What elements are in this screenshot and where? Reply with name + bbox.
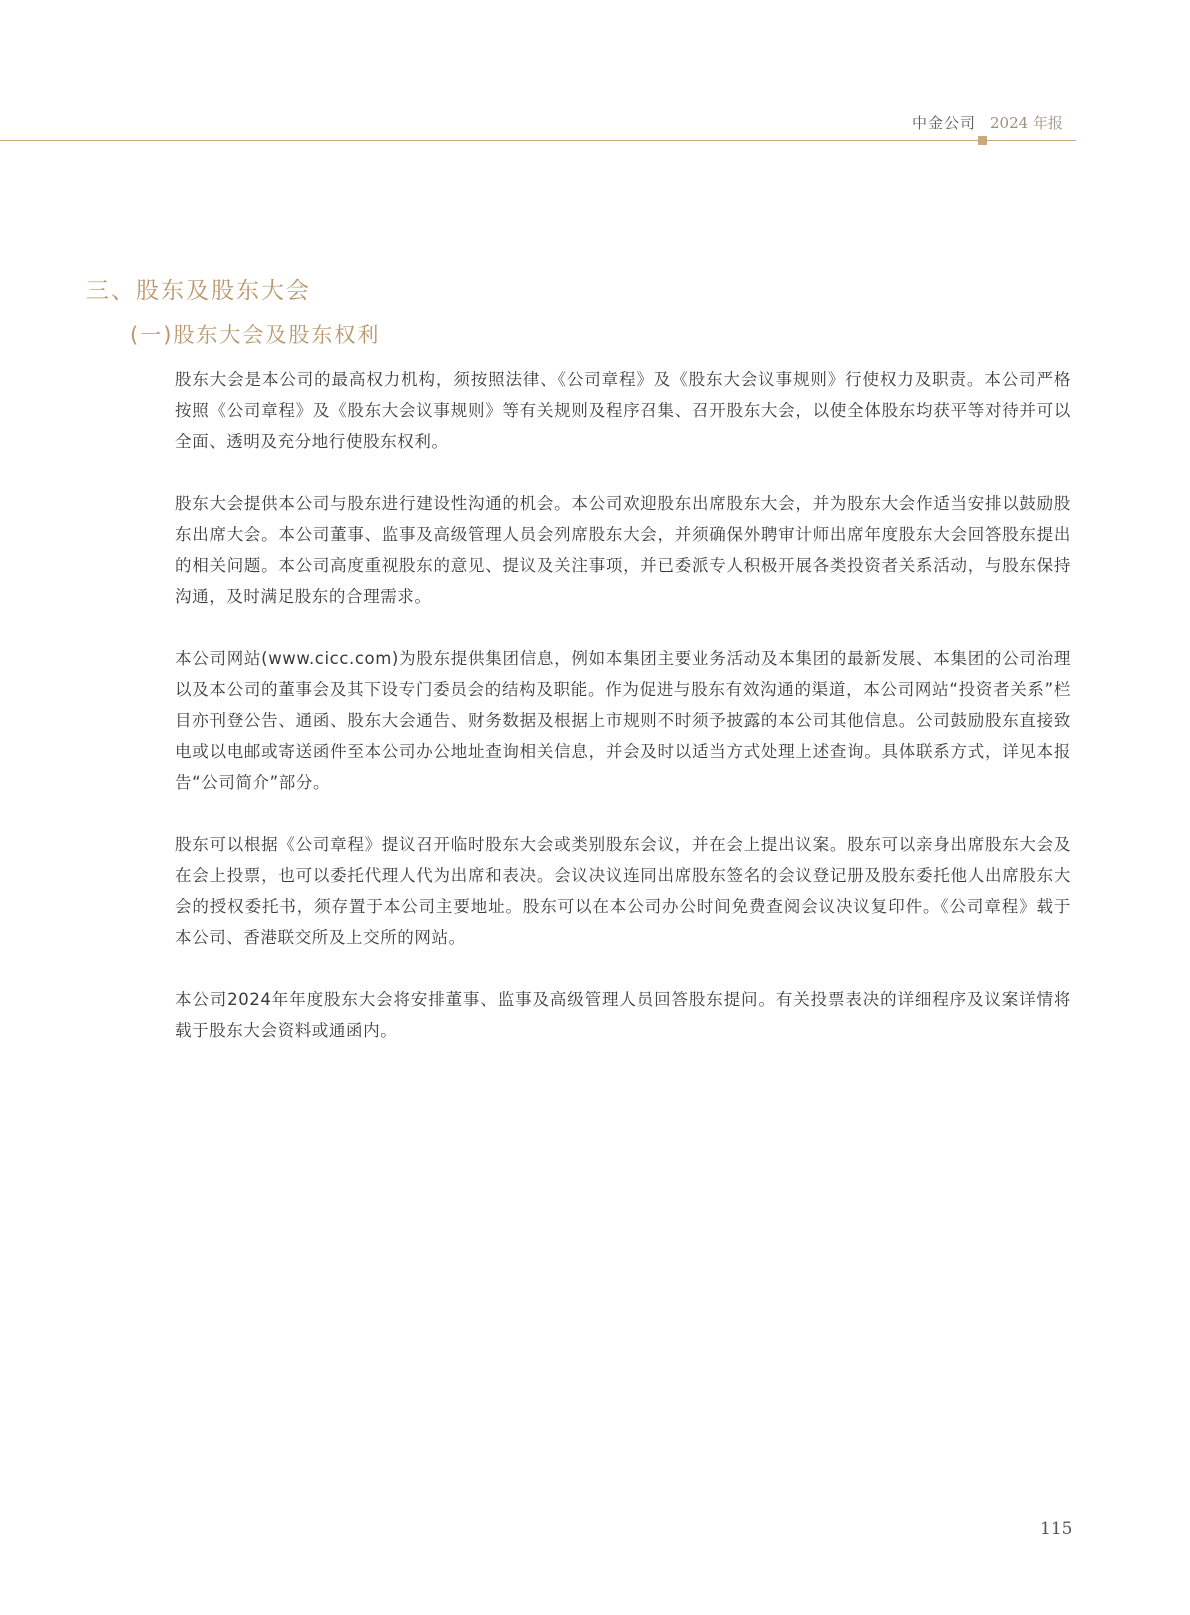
page-number: 115 [1040,1519,1073,1539]
header-marker-square [978,136,987,145]
paragraph: 股东大会提供本公司与股东进行建设性沟通的机会。本公司欢迎股东出席股东大会，并为股东大会作适当安排以鼓励股东出席大会。本公司董事、监事及高级管理人员会列席股东大会，并须确保外聘审计师出席年度股东大会回答股东提出的相关问题。本公司高度重视股东的意见、提议及关注事项，并已委派专人积极开展各类投资者关系活动，与股东保持沟通，及时满足股东的合理需求。 [175,494,1071,606]
subsection-title: (一)股东大会及股东权利 [130,323,381,347]
header-divider [0,140,1076,141]
paragraph: 本公司网站(www.cicc.com)为股东提供集团信息，例如本集团主要业务活动及本集团的最新发展、本集团的公司治理以及本公司的董事会及其下设专门委员会的结构及职能。作为促进与股东有效沟通的渠道，本公司网站“投资者关系”栏目亦刊登公告、通函、股东大会通告、财务数据及根据上市规则不时须予披露的本公司其他信息。公司鼓励股东直接致电或以电邮或寄送函件至本公司办公地址查询相关信息，并会及时以适当方式处理上述查询。具体联系方式，详见本报告“公司简介”部分。 [175,649,1071,792]
paragraph: 股东大会是本公司的最高权力机构，须按照法律、《公司章程》及《股东大会议事规则》行使权力及职责。本公司严格按照《公司章程》及《股东大会议事规则》等有关规则及程序召集、召开股东大会，以使全体股东均获平等对待并可以全面、透明及充分地行使股东权利。 [175,370,1071,451]
header-company-name: 中金公司 [912,114,977,132]
header-report-title: 2024 年报 [990,114,1063,132]
section-title: 三、股东及股东大会 [86,278,311,304]
paragraph: 本公司2024年年度股东大会将安排董事、监事及高级管理人员回答股东提问。有关投票表决的详细程序及议案详情将载于股东大会资料或通函内。 [175,990,1071,1040]
body-text [175,364,1071,1077]
paragraph: 股东可以根据《公司章程》提议召开临时股东大会或类别股东会议，并在会上提出议案。股东可以亲身出席股东大会及在会上投票，也可以委托代理人代为出席和表决。会议决议连同出席股东签名的会议登记册及股东委托他人出席股东大会的授权委托书，须存置于本公司主要地址。股东可以在本公司办公时间免费查阅会议决议复印件。《公司章程》载于本公司、香港联交所及上交所的网站。 [175,835,1071,947]
